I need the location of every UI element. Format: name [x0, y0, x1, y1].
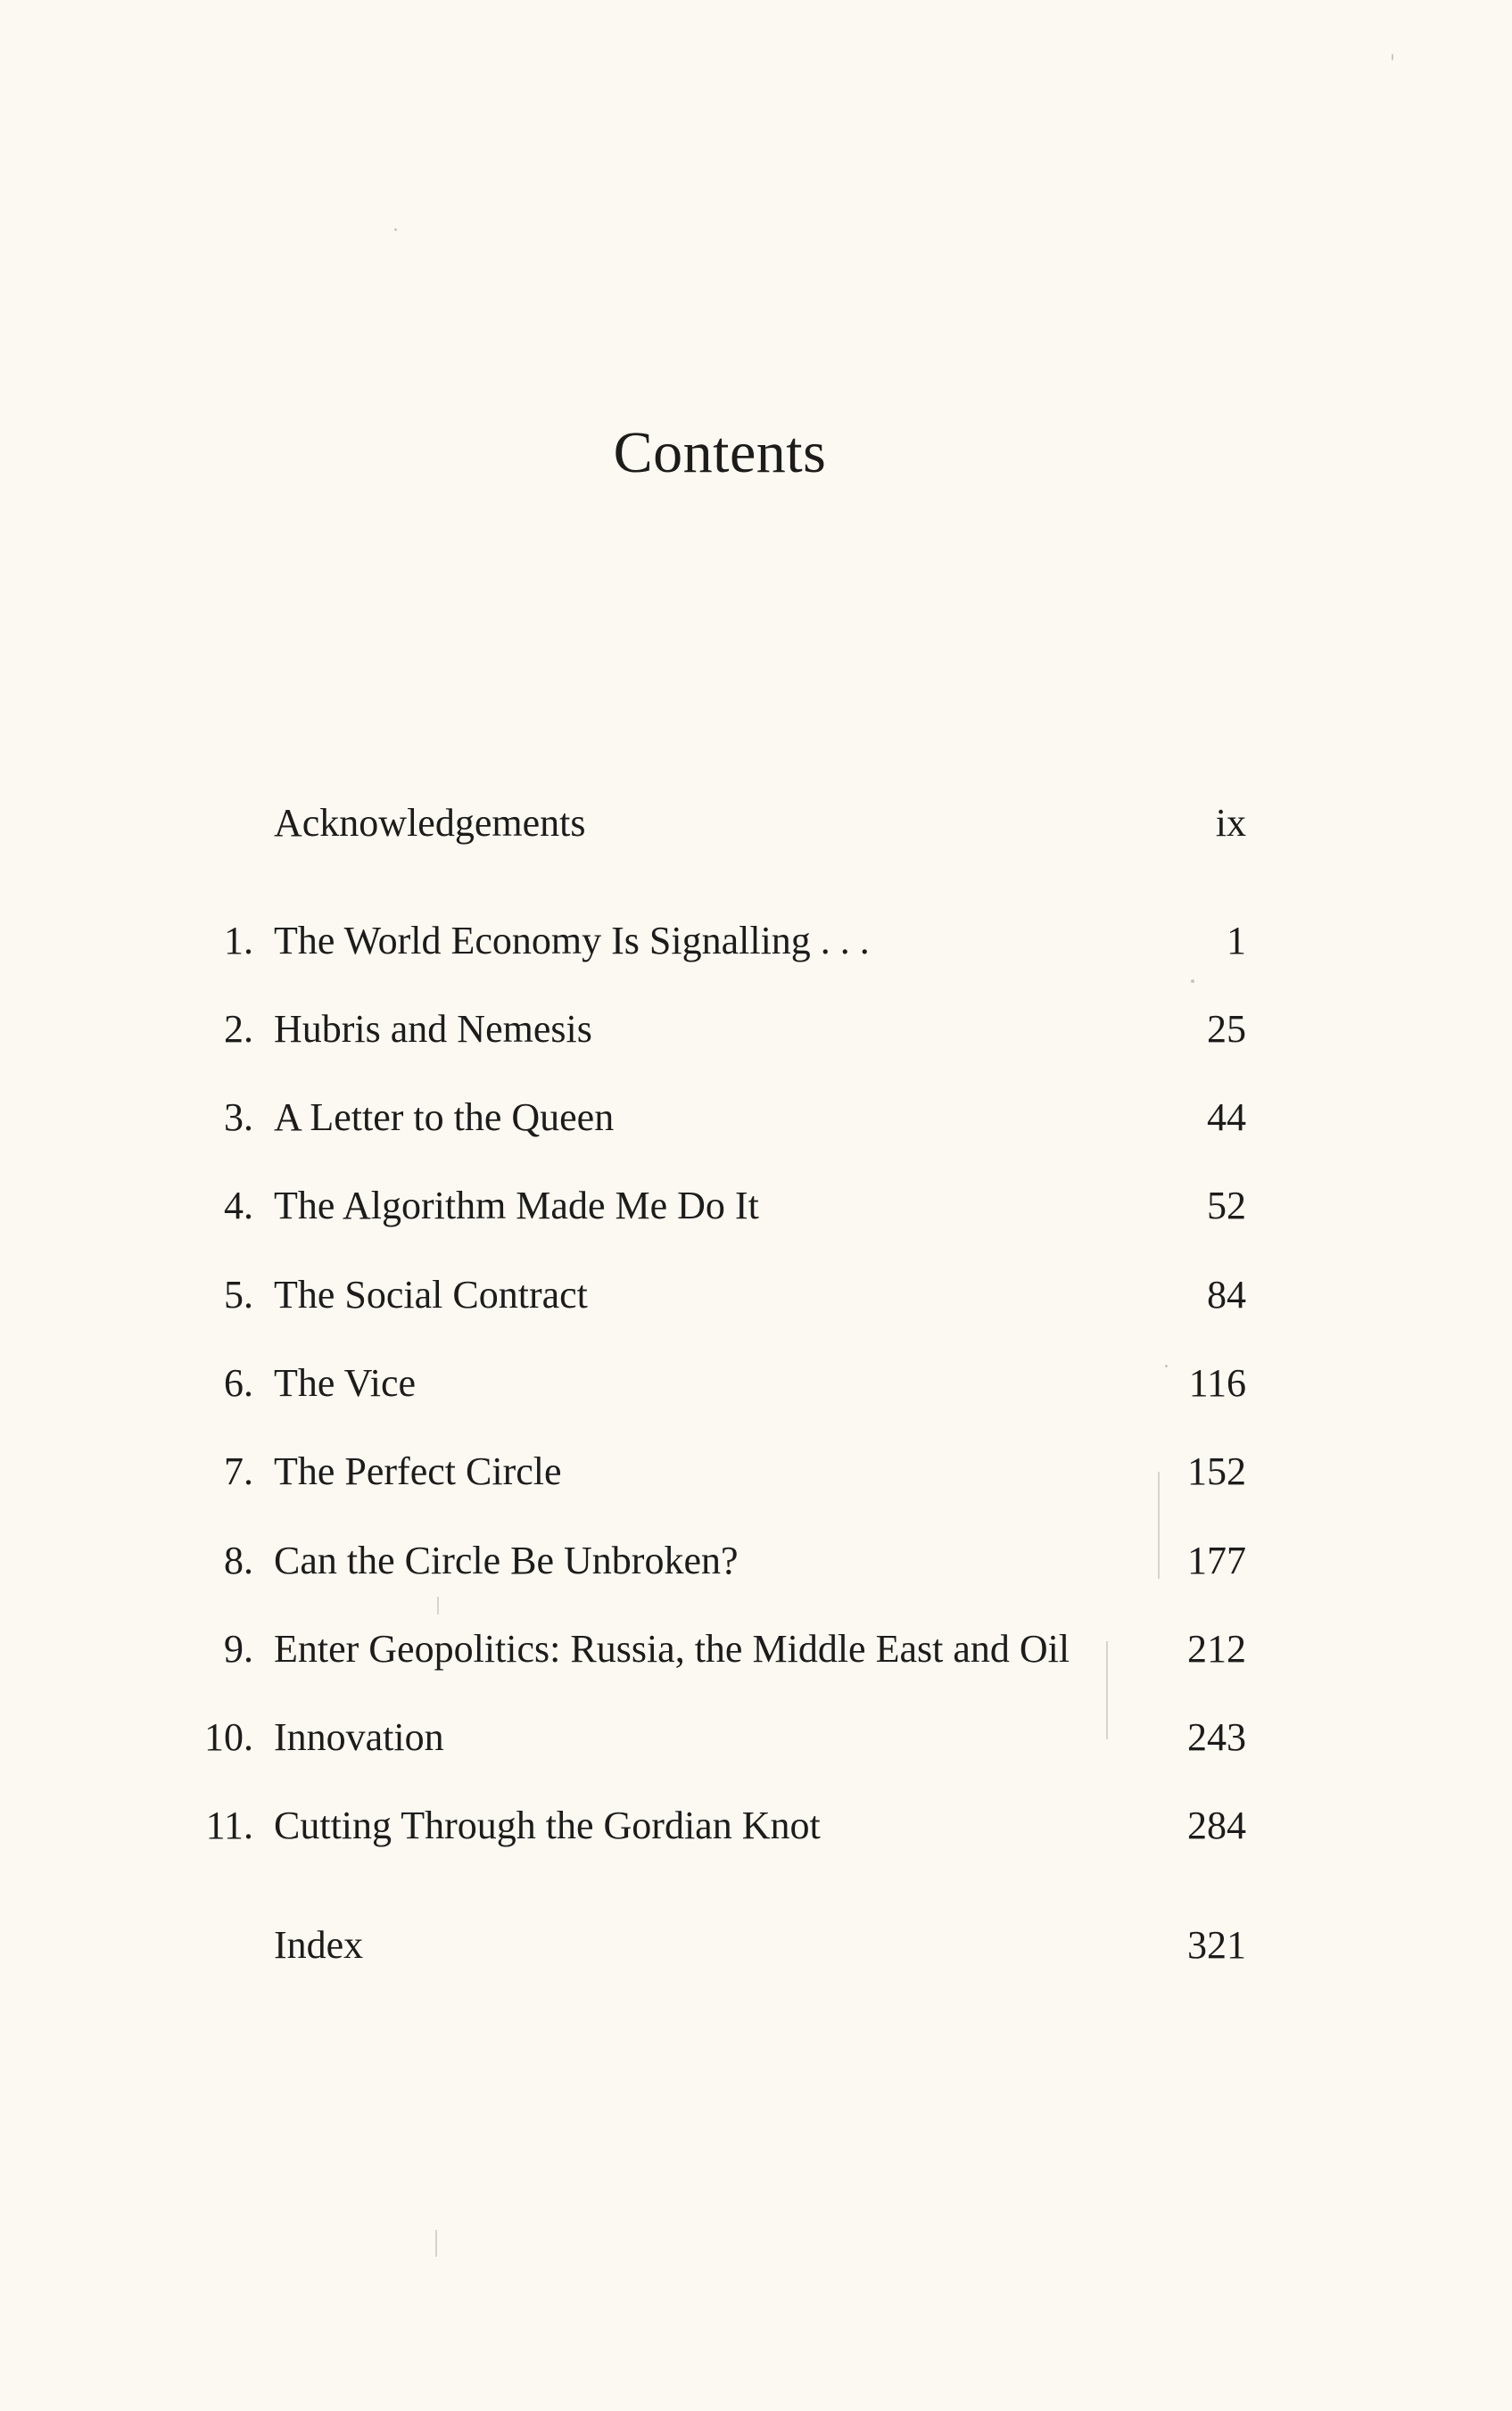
scan-streak	[437, 1597, 439, 1614]
toc-entry-chapter-8	[0, 1530, 1512, 1592]
toc-entry-title: The Perfect Circle	[274, 1449, 562, 1493]
toc-entry-page: 44	[1207, 1095, 1246, 1139]
toc-entry-title: The World Economy Is Signalling . . .	[274, 919, 870, 962]
toc-entry-chapter-6	[0, 1352, 1512, 1415]
scan-speck	[1392, 54, 1393, 61]
toc-entry-acknowledgements	[0, 792, 1512, 855]
toc-entry-number: 1.	[224, 919, 253, 962]
toc-entry-number: 4.	[224, 1184, 253, 1227]
toc-entry-page: 321	[1187, 1923, 1246, 1967]
toc-entry-number: 5.	[224, 1273, 253, 1317]
scan-speck	[1165, 1365, 1168, 1367]
scan-streak	[435, 2230, 437, 2257]
toc-entry-page: 25	[1207, 1007, 1246, 1051]
scan-speck	[1191, 979, 1194, 983]
toc-entry-page: 1	[1227, 919, 1246, 962]
toc-entry-title: The Social Contract	[274, 1273, 588, 1317]
scan-speck	[394, 228, 397, 231]
toc-entry-title: Acknowledgements	[274, 801, 586, 845]
toc-entry-title: The Algorithm Made Me Do It	[274, 1184, 759, 1227]
toc-entry-number: 7.	[224, 1449, 253, 1493]
toc-entry-title: Cutting Through the Gordian Knot	[274, 1804, 821, 1847]
toc-entry-number: 6.	[224, 1361, 253, 1405]
toc-entry-chapter-1	[0, 910, 1512, 972]
toc-entry-title: A Letter to the Queen	[274, 1095, 615, 1139]
toc-entry-number: 2.	[224, 1007, 253, 1051]
scan-streak	[1106, 1641, 1108, 1739]
scan-streak	[1158, 1472, 1160, 1579]
toc-entry-page: 177	[1187, 1539, 1246, 1582]
toc-entry-page: 52	[1207, 1184, 1246, 1227]
toc-entry-page: 152	[1187, 1449, 1246, 1493]
toc-entry-title: Can the Circle Be Unbroken?	[274, 1539, 739, 1582]
toc-entry-number: 8.	[224, 1539, 253, 1582]
toc-entry-title: Innovation	[274, 1715, 444, 1759]
toc-entry-chapter-7	[0, 1441, 1512, 1503]
toc-entry-chapter-3	[0, 1086, 1512, 1149]
toc-entry-page: ix	[1215, 801, 1246, 845]
toc-entry-number: 9.	[224, 1627, 253, 1671]
toc-entry-number: 10.	[204, 1715, 253, 1759]
toc-entry-page: 212	[1187, 1627, 1246, 1671]
toc-entry-title: Enter Geopolitics: Russia, the Middle East and Oil	[274, 1627, 1070, 1671]
toc-entry-title: The Vice	[274, 1361, 417, 1405]
toc-entry-number: 3.	[224, 1095, 253, 1139]
toc-entry-chapter-9	[0, 1618, 1512, 1680]
toc-entry-number: 11.	[205, 1804, 253, 1847]
toc-entry-page: 116	[1188, 1361, 1246, 1405]
toc-entry-page: 284	[1187, 1804, 1246, 1847]
toc-entry-chapter-10	[0, 1706, 1512, 1769]
toc-entry-title: Index	[274, 1923, 364, 1967]
toc-entry-page: 243	[1187, 1715, 1246, 1759]
toc-entry-chapter-2	[0, 998, 1512, 1061]
toc-entry-index	[0, 1914, 1512, 1977]
toc-entry-chapter-11	[0, 1795, 1512, 1857]
toc-entry-chapter-4	[0, 1175, 1512, 1237]
toc-entry-page: 84	[1207, 1273, 1246, 1317]
toc-entry-title: Hubris and Nemesis	[274, 1007, 592, 1051]
page-title: Contents	[613, 420, 827, 485]
toc-entry-chapter-5	[0, 1264, 1512, 1326]
